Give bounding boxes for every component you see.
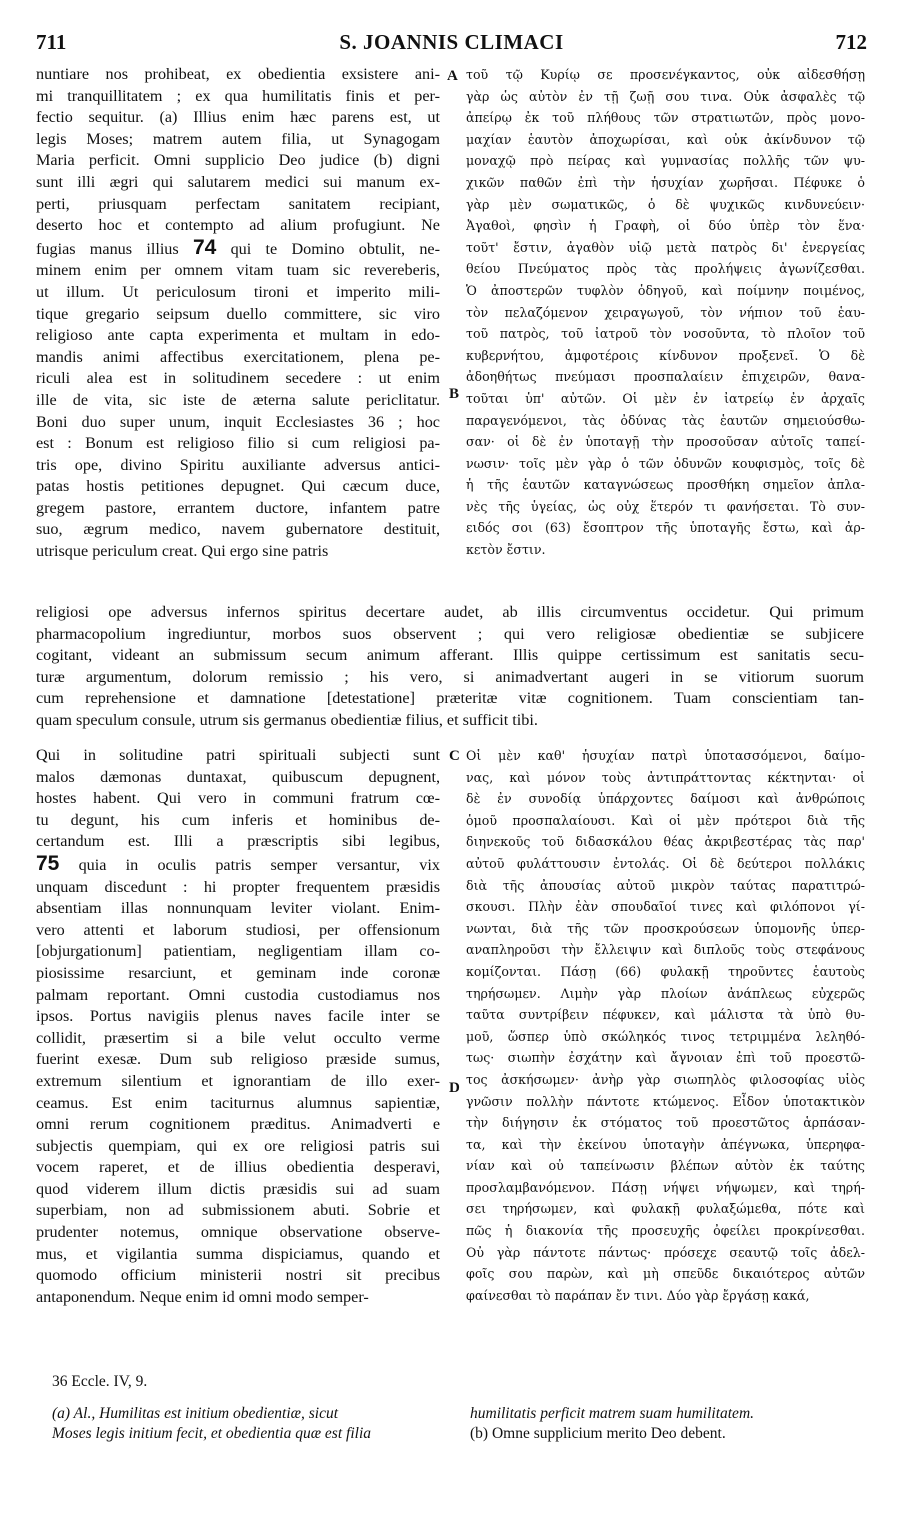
text-line: religiosi ope adversus infernos spiritus decertare audet, ab illis circumventus occidetur. Qui primum	[36, 603, 864, 621]
text-line: ὁμοῦ προσπαλαίουσι. Καὶ οἱ μὲν πρότεροι διὰ τῆς	[466, 812, 865, 828]
text-line: fectio sequitur. (a) Illius enim hæc parens est, ut	[36, 108, 440, 127]
text-line: γὰρ μὲν σωματικῶς, ὁ δὲ ψυχικῶς κινδυνεύειν·	[466, 196, 865, 212]
text-line: turæ argumentum, dolorum remissio ; his vero, si animadvertant augeri in se vitiorum suorum	[36, 667, 864, 686]
text-line: certandum est. Illi a præscriptis sibi legibus,	[36, 832, 440, 851]
text-line: Ὁ ἀποστερῶν τυφλὸν ὁδηγοῦ, καὶ ποίμνην ποιμένος,	[466, 282, 865, 298]
folio-number: 75	[36, 852, 60, 875]
latin-column-top	[36, 64, 440, 563]
text-line: utrisque periculum creat. Qui ergo sine patris	[36, 542, 329, 561]
text-line: νωσιν· τοῖς μὲν γὰρ ὁ τῶν ὀδυνῶν κουφισμὸς, τοῖς δὲ	[466, 455, 865, 471]
text-line: διηνεκοῦς τοῦ διδασκάλου θέας ἀκριβεστέρας τὰς παρ'	[466, 834, 865, 850]
text-line: αναπληροῦσι τὴν ἔλλειψιν καὶ διπλοῦς τοὺς στεφάνους	[466, 942, 865, 958]
text-line: τοῦ τῷ Κυρίῳ σε προσενέγκαντος, οὐκ αἰδεσθήσῃ	[466, 67, 865, 82]
text-line: ἡ τῆς ἑαυτῶν καταγνώσεως προσθήκη σημεῖον ἀπλα-	[466, 477, 865, 493]
text-line: ipsos. Portus navigiis plenus naves facile inter se	[36, 1007, 440, 1026]
text-line: τὸν πελαζόμενον χειραγωγοῦ, τὸν νήπιον τοῦ ἑαυ-	[466, 304, 865, 320]
text-line: τοῦται ὑπ' αὐτῶν. Οἱ μὲν ἐν ἰατρείῳ ἐν ἀρχαῖς	[466, 390, 865, 406]
text-line: σει τηρήσωμεν, καὶ φυλακῇ φυλαξώμεθα, πότε καὶ	[466, 1201, 865, 1217]
text-line: τα, καὶ τὴν ἐκείνου ὑποταγὴν ἀπέγνωκα, ὑπερηφα-	[466, 1136, 865, 1152]
text-line: ut illum. Ut periculosum tironi et imperito mili-	[36, 282, 440, 301]
text-line: fuerint exesæ. Dum sub religioso præside sumus,	[36, 1050, 440, 1069]
right-page-number: 712	[835, 30, 867, 54]
text-line: νίαν καὶ οὐ ταπείνωσιν βλέπων αὐτὸν ἐκ ταύτης	[466, 1158, 865, 1174]
text-line: ειδός σοι (63) ἔσοπτρον τῆς ὑποταγῆς ἔστω, καὶ ἀρ-	[466, 520, 865, 536]
text-line: φαίνεσθαι τὸ παράπαν ἔν τινι. Δύο γὰρ ἔργάσῃ κακά,	[466, 1287, 810, 1303]
text-line: ταῦτα συντρίβειν πέφυκεν, καὶ μάλιστα τὰ ὑπὸ θυ-	[466, 1007, 865, 1023]
footnote-a-line1: (a) Al., Humilitas est initium obedientiæ, sicut	[52, 1405, 339, 1422]
text-line: προσλαμβανόμενον. Πάσῃ νήψει νήψωμεν, καὶ τηρή-	[466, 1179, 865, 1195]
running-header	[36, 30, 867, 56]
left-page-number: 711	[36, 30, 67, 54]
margin-marker-b: B	[449, 386, 460, 402]
text-line: μοναχῷ πρὸ πείρας καὶ γυμνασίας πολλῆς τῶν ψυ-	[466, 153, 865, 169]
text-line: ille de vita, sic iste de æterna salute periclitatur.	[36, 390, 440, 409]
text-line: αὐτοῦ φυλάττουσιν ἐντολάς. Οἱ δὲ δεύτεροι πολλάκις	[466, 855, 865, 871]
text-line: gregem pastore, errantem ductore, infantem patre	[36, 498, 440, 517]
greek-column-bottom	[466, 745, 865, 1306]
text-line: tu degunt, his cum inferis et hominibus de-	[36, 810, 440, 829]
text-line: malos dæmonas duntaxat, quibuscum depugnent,	[36, 767, 440, 786]
text-line: τως· σιωπὴν ἐσχάτην καὶ ἄγνοιαν ἐπὶ τοῦ προεστῶ-	[466, 1050, 865, 1066]
text-line: παραγενόμενοι, τὰς ὀδύνας τὰς ἑαυτῶν σημειούσθω-	[466, 412, 865, 428]
footnote-a-line3: humilitatis perficit matrem suam humilitatem.	[470, 1405, 755, 1422]
text-line: subjectis quempiam, qui ex ore religiosi patris sui	[36, 1136, 440, 1155]
text-line: cum reprehensione et damnatione [detestatione] præteritæ vitæ cognitionem. Tuam conscientiam tan-	[36, 689, 864, 708]
text-line: τηρήσωμεν. Λιμὴν γὰρ πλοίων ἀνάπλεως εὐχερῶς	[466, 985, 865, 1001]
text-line: Ἀγαθοὶ, φησὶν ἡ Γραφὴ, οἱ δύο ὑπὲρ τὸν ἕνα·	[466, 218, 865, 234]
text-line: Maria perficit. Omni supplicio Deo judice (b) digni	[36, 151, 440, 170]
text-line: superbiam, non ad submissionem abuti. Sobrie et	[36, 1201, 440, 1220]
text-line: τος ἀσκήσωμεν· ἀνὴρ γὰρ σιωπηλὸς φιλοσοφίας υἱὸς	[466, 1071, 865, 1087]
margin-marker-d: D	[449, 1080, 460, 1096]
text-line: τὴν διήγησιν ἐκ στόματος τοῦ προεστῶτος ἁρπάσαν-	[466, 1115, 865, 1131]
text-line: piosissime resarciunt, et geminam inde coronæ	[36, 963, 440, 982]
text-line: κυβερνήτου, ἀμφοτέροις κίνδυνον προξενεῖ. Ὁ δὲ	[466, 347, 865, 363]
text-line: πῶς ἡ διακονία τῆς προσευχῆς ὀφείλει προκρίνεσθαι.	[466, 1223, 865, 1239]
latin-column-bottom	[36, 745, 440, 1308]
text-line: δὲ ἐν συνοδίᾳ ὑπάρχοντες δαίμοσι καὶ ἀνθρώποις	[466, 791, 865, 807]
footnote-a-line2: Moses legis initium fecit, et obedientia quæ est filia	[52, 1425, 371, 1442]
text-line: omni rerum cognitionem præditus. Animadverti e	[36, 1115, 440, 1134]
text-line: mandis animi affectibus exercitationem, plena pe-	[36, 347, 440, 366]
text-line: quam speculum consule, utrum sis germanus obedientiæ filius, et sufficit tibi.	[36, 710, 538, 729]
running-title: S. JOANNIS CLIMACI	[339, 30, 564, 54]
text-line: quomodo officium ministerii nostri sit precibus	[36, 1266, 440, 1285]
text-line: θείου Πνεύματος πρὸς τὰς προλήψεις ἀγωνίζεσθαι.	[466, 261, 865, 277]
text-line: σκουσι. Πλὴν ἐὰν σπουδαῖοί τινες καὶ φιλόπονοι γί-	[466, 899, 865, 915]
text-line: mi tranquillitatem ; ex qua humilitatis finis et per-	[36, 86, 440, 105]
footnote-36: 36 Eccle. IV, 9.	[52, 1373, 148, 1390]
text-line: Οὐ γὰρ πάντοτε πάντως· πρόσεχε σεαυτῷ τοῖς ἀδελ-	[466, 1244, 865, 1260]
text-line: tris ope, divino Spiritu auxiliante adversus antici-	[36, 455, 440, 474]
text-line: antaponendum. Neque enim id omni modo semper-	[36, 1287, 369, 1306]
text-line: cogitant, videant an submissum secum animum afferant. Illis quippe certissimum est sanitatis secu-	[36, 646, 864, 665]
text-line: κετὸν ἔστιν.	[466, 542, 546, 558]
text-line: ἀδοηθήτως πνεύμασι προσπαλαίειν ἐπιχειρῶν, θανα-	[466, 369, 865, 385]
text-line: νας, καὶ μόνον τοὺς ἀντιπράττοντας κέκτηνται· οἱ	[466, 769, 865, 785]
margin-marker-a: A	[447, 68, 458, 84]
text-line: fugias manus illius 74 qui te Domino obtulit, ne-	[36, 236, 440, 259]
text-line: νὲς τῆς ὑγείας, ὡς οὐχ ἕτερόν τι φανήσεται. Τὸ συν-	[466, 498, 865, 514]
text-line: [objurgationum] patientiam, negligentiam illam co-	[36, 942, 440, 961]
text-line: prudenter notemus, omnique observatione observe-	[36, 1223, 440, 1242]
text-line: ceamus. Est enim taciturnus alumnus sapientiæ,	[36, 1093, 440, 1112]
text-line: palmam reportant. Omni custodia custodiamus nos	[36, 985, 440, 1004]
text-line: hostes habent. Qui vero in communi fratrum cœ-	[36, 789, 440, 808]
text-line: extremum silentium et ignorantiam de illo exer-	[36, 1071, 440, 1090]
text-line: tique gregario seipsum duello committere, sic viro	[36, 304, 440, 323]
text-line: legis Moses; matrem autem filia, ut Synagogam	[36, 129, 440, 148]
text-line: vocem raperet, et de illius obedientia desperavi,	[36, 1158, 440, 1177]
text-line: absentiam illas nonnunquam leviter violant. Enim-	[36, 899, 440, 918]
text-line: χικῶν παθῶν ἐπὶ τὴν ἡσυχίαν χωρῆσαι. Πέφυκε ὁ	[466, 174, 865, 190]
text-line: τοῦτ' ἔστιν, ἀγαθὸν υἱῷ μετὰ πατρὸς δι' ἐνεργείας	[466, 239, 865, 255]
text-line: 75 quia in oculis patris semper versantur, vix	[36, 852, 440, 875]
text-line: mus, et vigilantia summa dispiciamus, quando et	[36, 1244, 440, 1263]
footnote-b: (b) Omne supplicium merito Deo debent.	[470, 1425, 726, 1442]
text-line: est : Bonum est religioso filio si cum religiosi pa-	[36, 434, 440, 453]
text-line: Boni duo super unum, inquit Ecclesiastes 36 ; hoc	[36, 412, 440, 431]
text-line: ἀπείρῳ ἐκ τοῦ πλήθους τῶν στρατιωτῶν, πρὸς μονο-	[466, 110, 865, 126]
text-line: suo, ægrum medico, navem gubernatore destituit,	[36, 520, 440, 539]
margin-marker-c: C	[449, 748, 460, 764]
latin-full-width-block	[36, 602, 864, 732]
text-line: γνῶσιν πολλὴν πάντοτε κτώμενος. Εἶδον ὑποτακτικὸν	[466, 1093, 865, 1109]
text-line: pharmacopolium ingrediuntur, morbos suos observent ; qui vero religiosæ obedientiæ se subjicere	[36, 624, 864, 643]
text-line: patas hostis petitiones depugnet. Qui cæcum duce,	[36, 477, 440, 496]
text-line: riculi alea est in solitudinem secedere : ut enim	[36, 369, 440, 388]
text-line: perti, priusquam perfectam sanitatem recipiant,	[36, 194, 440, 213]
text-line: νωνται, διὰ τῆς τῶν προσκρούσεων ὑπομονῆς ὑπερ-	[466, 920, 865, 936]
text-line: σαν· οἱ δὲ ἐν ὑποταγῇ τὴν προσοῦσαν αὐτοῖς ταπεί-	[466, 434, 865, 450]
text-line: sunt illi ægri qui salutarem medici sui manum ex-	[36, 172, 440, 191]
text-line: nuntiare nos prohibeat, ex obedientia exsistere ani-	[36, 65, 440, 83]
text-line: φοῖς σου παρὼν, καὶ μὴ σπεῦδε δικαιότερος αὐτῶν	[466, 1266, 865, 1282]
text-line: unquam discedunt : hi propter frequentem præsidis	[36, 877, 440, 896]
text-line: διὰ τῆς ἀπουσίας αὐτοῦ μικρὸν ταύτας παρατιτρώ-	[466, 877, 865, 893]
text-line: vero attenti et laborum studiosi, per offensionum	[36, 920, 440, 939]
text-line: μοῦ, ὥσπερ ὑπὸ σκώληκός τινος τετριμμένα λεληθό-	[466, 1028, 865, 1044]
greek-column-top	[466, 64, 865, 561]
text-line: Οἱ μὲν καθ' ἡσυχίαν πατρὶ ὑποτασσόμενοι, δαίμο-	[466, 748, 865, 763]
text-line: τοῦ πατρὸς, τοῦ ἰατροῦ τὸν νοσοῦντα, τὸ πλοῖον τοῦ	[466, 326, 865, 342]
text-line: quod viderem illum dictis præsidis sui ad suam	[36, 1179, 440, 1198]
text-line: μαχίαν ἑαυτὸν ἀποχωρίσαι, καὶ οὐκ ἀκίνδυνον τῷ	[466, 131, 865, 147]
text-line: religioso ante capta experimenta et multam in edo-	[36, 326, 440, 345]
text-line: γὰρ ὡς αὐτὸν ἐν τῇ ζωῇ σου τινα. Οὐκ ἀσφαλὲς τῷ	[466, 88, 865, 104]
text-line: minem enim per omnem vitam tuam sic revereberis,	[36, 261, 440, 280]
folio-number: 74	[192, 236, 217, 259]
text-line: κομίζονται. Πάσῃ (66) φυλακῇ τηροῦντες ἑαυτοὺς	[466, 963, 865, 979]
text-line: Qui in solitudine patri spirituali subjecti sunt	[36, 746, 440, 764]
text-line: collidit, præsertim si a bile velut occulto verme	[36, 1028, 440, 1047]
text-line: deserto hoc et contempto ad alium profugiunt. Ne	[36, 216, 440, 235]
